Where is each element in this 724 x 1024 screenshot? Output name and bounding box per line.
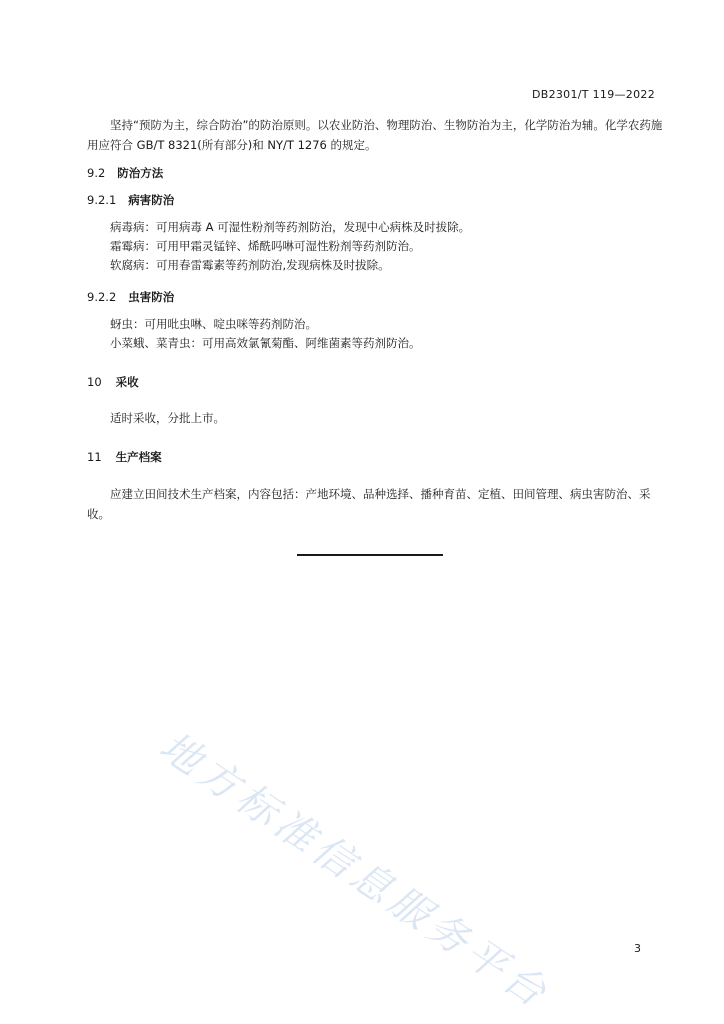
end-rule-divider (297, 554, 443, 556)
disease-item-virus: 病毒病：可用病毒 A 可湿性粉剂等药剂防治，发现中心病株及时拔除。 (110, 220, 471, 234)
section-title: 防治方法 (117, 166, 164, 180)
section-title: 病害防治 (128, 193, 175, 207)
section-10-text: 适时采收，分批上市。 (110, 411, 225, 425)
section-9-2-2-heading (87, 288, 174, 306)
section-9-2-heading (87, 164, 163, 182)
page-number: 3 (634, 942, 641, 955)
section-title: 采收 (115, 375, 139, 389)
section-number: 9.2.2 (87, 290, 117, 304)
document-code: DB2301/T 119—2022 (531, 88, 655, 101)
section-number: 10 (87, 375, 102, 389)
watermark: 地方标准信息服务平台 (151, 723, 559, 1019)
section-10-heading (87, 373, 139, 391)
section-title: 虫害防治 (128, 290, 175, 304)
disease-item-soft-rot: 软腐病：可用春雷霉素等药剂防治,发现病株及时拔除。 (110, 258, 390, 272)
section-number: 9.2.1 (87, 193, 117, 207)
pest-item-aphid: 蚜虫：可用吡虫啉、啶虫咪等药剂防治。 (110, 317, 317, 331)
intro-paragraph: 坚持“预防为主，综合防治”的防治原则。以农业防治、物理防治、生物防治为主，化学防治为辅。化学农药施用应符合 GB/T 8321(所有部分)和 NY/T 1276 的规定。 (87, 118, 663, 152)
disease-item-downy-mildew: 霜霉病：可用甲霜灵锰锌、烯酰吗啉可湿性粉剂等药剂防治。 (110, 239, 421, 253)
section-9-2-1-heading (87, 191, 174, 209)
pest-item-moth: 小菜蛾、菜青虫：可用高效氯氰菊酯、阿维菌素等药剂防治。 (110, 336, 421, 350)
section-title: 生产档案 (115, 450, 162, 464)
section-number: 9.2 (87, 166, 106, 180)
section-11-text: 应建立田间技术生产档案，内容包括：产地环境、品种选择、播种育苗、定植、田间管理、病虫害防治、采收。 (87, 487, 651, 521)
section-number: 11 (87, 450, 102, 464)
section-11-heading (87, 448, 162, 466)
